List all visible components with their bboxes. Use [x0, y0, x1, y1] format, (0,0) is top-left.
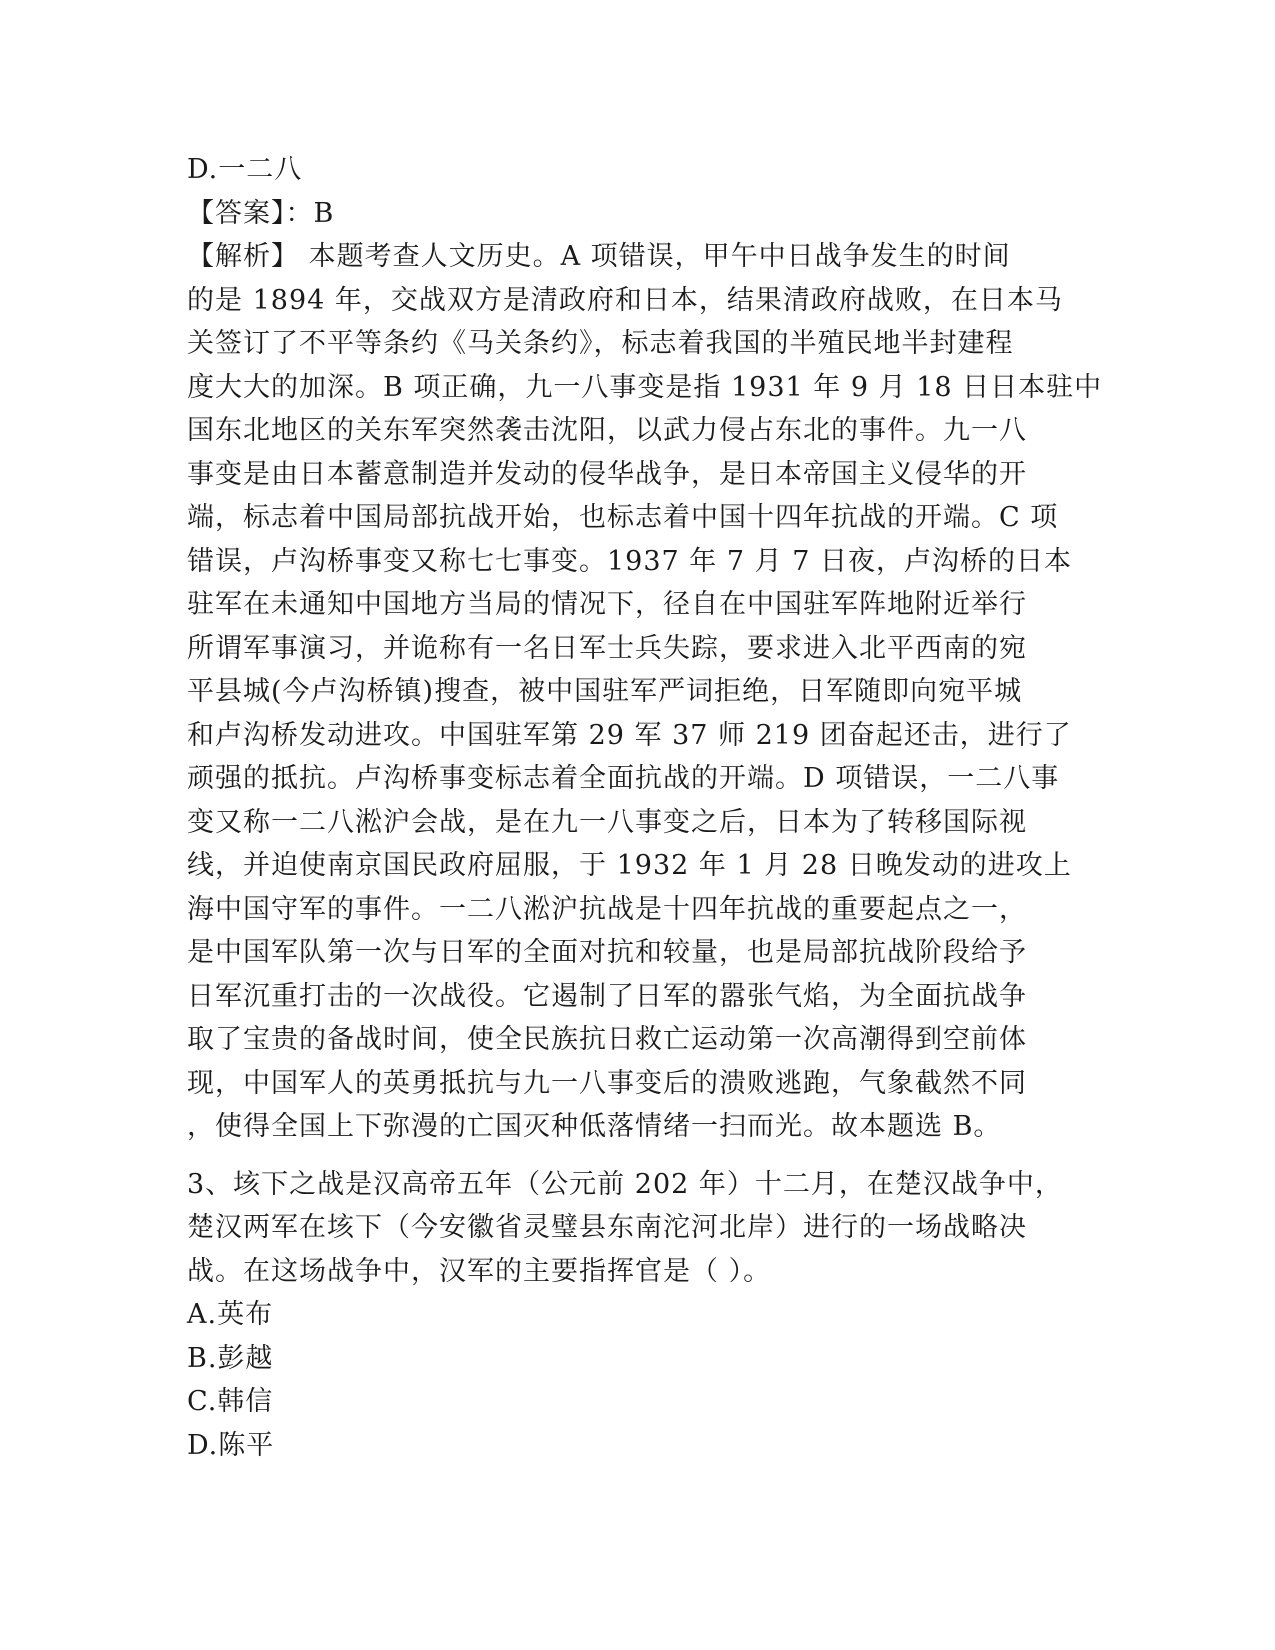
- answer-line: 【答案】：B: [187, 197, 335, 229]
- analysis-line: 事变是由日本蓄意制造并发动的侵华战争，是日本帝国主义侵华的开: [187, 458, 1027, 490]
- option-d: D.陈平: [187, 1429, 275, 1461]
- analysis-line: 海中国守军的事件。一二八淞沪抗战是十四年抗战的重要起点之一，: [187, 893, 1027, 925]
- option-b: B.彭越: [187, 1342, 274, 1374]
- question-3-stem: [187, 1163, 1087, 1294]
- document-page: [187, 148, 1103, 1467]
- analysis-line: 国东北地区的关东军突然袭击沈阳，以武力侵占东北的事件。九一八: [187, 415, 1027, 446]
- analysis-line: 关签订了不平等条约《马关条约》，标志着我国的半殖民地半封建程: [187, 328, 1014, 359]
- analysis-line: 取了宝贵的备战时间，使全民族抗日救亡运动第一次高潮得到空前体: [187, 1024, 1027, 1055]
- analysis-line: ，使得全国上下弥漫的亡国灭种低落情绪一扫而光。故本题选 B。: [187, 1111, 1002, 1142]
- analysis-line: 度大大的加深。B 项正确，九一八事变是指 1931 年 9 月 18 日日本驻中: [187, 371, 1103, 403]
- analysis-line: 的是 1894 年，交战双方是清政府和日本，结果清政府战败，在日本马: [187, 284, 1063, 316]
- analysis-line: 错误，卢沟桥事变又称七七事变。1937 年 7 月 7 日夜，卢沟桥的日本: [187, 545, 1072, 577]
- analysis-line: 端，标志着中国局部抗战开始，也标志着中国十四年抗战的开端。C 项: [187, 502, 1059, 533]
- analysis-line: 变又称一二八淞沪会战，是在九一八事变之后，日本为了转移国际视: [187, 806, 1027, 838]
- option-c: C.韩信: [187, 1386, 274, 1417]
- analysis-line: 顽强的抵抗。卢沟桥事变标志着全面抗战的开端。D 项错误，一二八事: [187, 763, 1060, 794]
- option-a: A.英布: [187, 1299, 274, 1330]
- question-stem-line: 战。在这场战争中，汉军的主要指挥官是（ ）。: [187, 1255, 772, 1287]
- analysis-line: 现，中国军人的英勇抵抗与九一八事变后的溃败逃跑，气象截然不同: [187, 1067, 1027, 1099]
- analysis-line: 驻军在未通知中国地方当局的情况下，径自在中国驻军阵地附近举行: [187, 589, 1027, 620]
- analysis-line: 日军沉重打击的一次战役。它遏制了日军的嚣张气焰，为全面抗战争: [187, 980, 1027, 1012]
- question-stem-line: 楚汉两军在垓下（今安徽省灵璧县东南沱河北岸）进行的一场战略决: [187, 1212, 1027, 1243]
- question-3-options: [187, 1293, 1087, 1467]
- analysis-line: 【解析】 本题考查人文历史。A 项错误，甲午中日战争发生的时间: [187, 241, 1011, 272]
- paragraph-spacer: [187, 1149, 1087, 1163]
- question-stem-line: 3、垓下之战是汉高帝五年（公元前 202 年）十二月，在楚汉战争中，: [187, 1168, 1063, 1200]
- prev-option-d: D.一二八: [187, 154, 303, 185]
- analysis-line: 和卢沟桥发动进攻。中国驻军第 29 军 37 师 219 团奋起还击，进行了: [187, 719, 1072, 751]
- analysis-block: [187, 235, 1103, 1149]
- analysis-line: 线，并迫使南京国民政府屈服，于 1932 年 1 月 28 日晚发动的进攻上: [187, 850, 1072, 881]
- analysis-line: 是中国军队第一次与日军的全面对抗和较量，也是局部抗战阶段给予: [187, 937, 1027, 968]
- analysis-line: 所谓军事演习，并诡称有一名日军士兵失踪，要求进入北平西南的宛: [187, 632, 1027, 664]
- analysis-line: 平县城(今卢沟桥镇)搜查，被中国驻军严词拒绝，日军随即向宛平城: [187, 676, 1023, 707]
